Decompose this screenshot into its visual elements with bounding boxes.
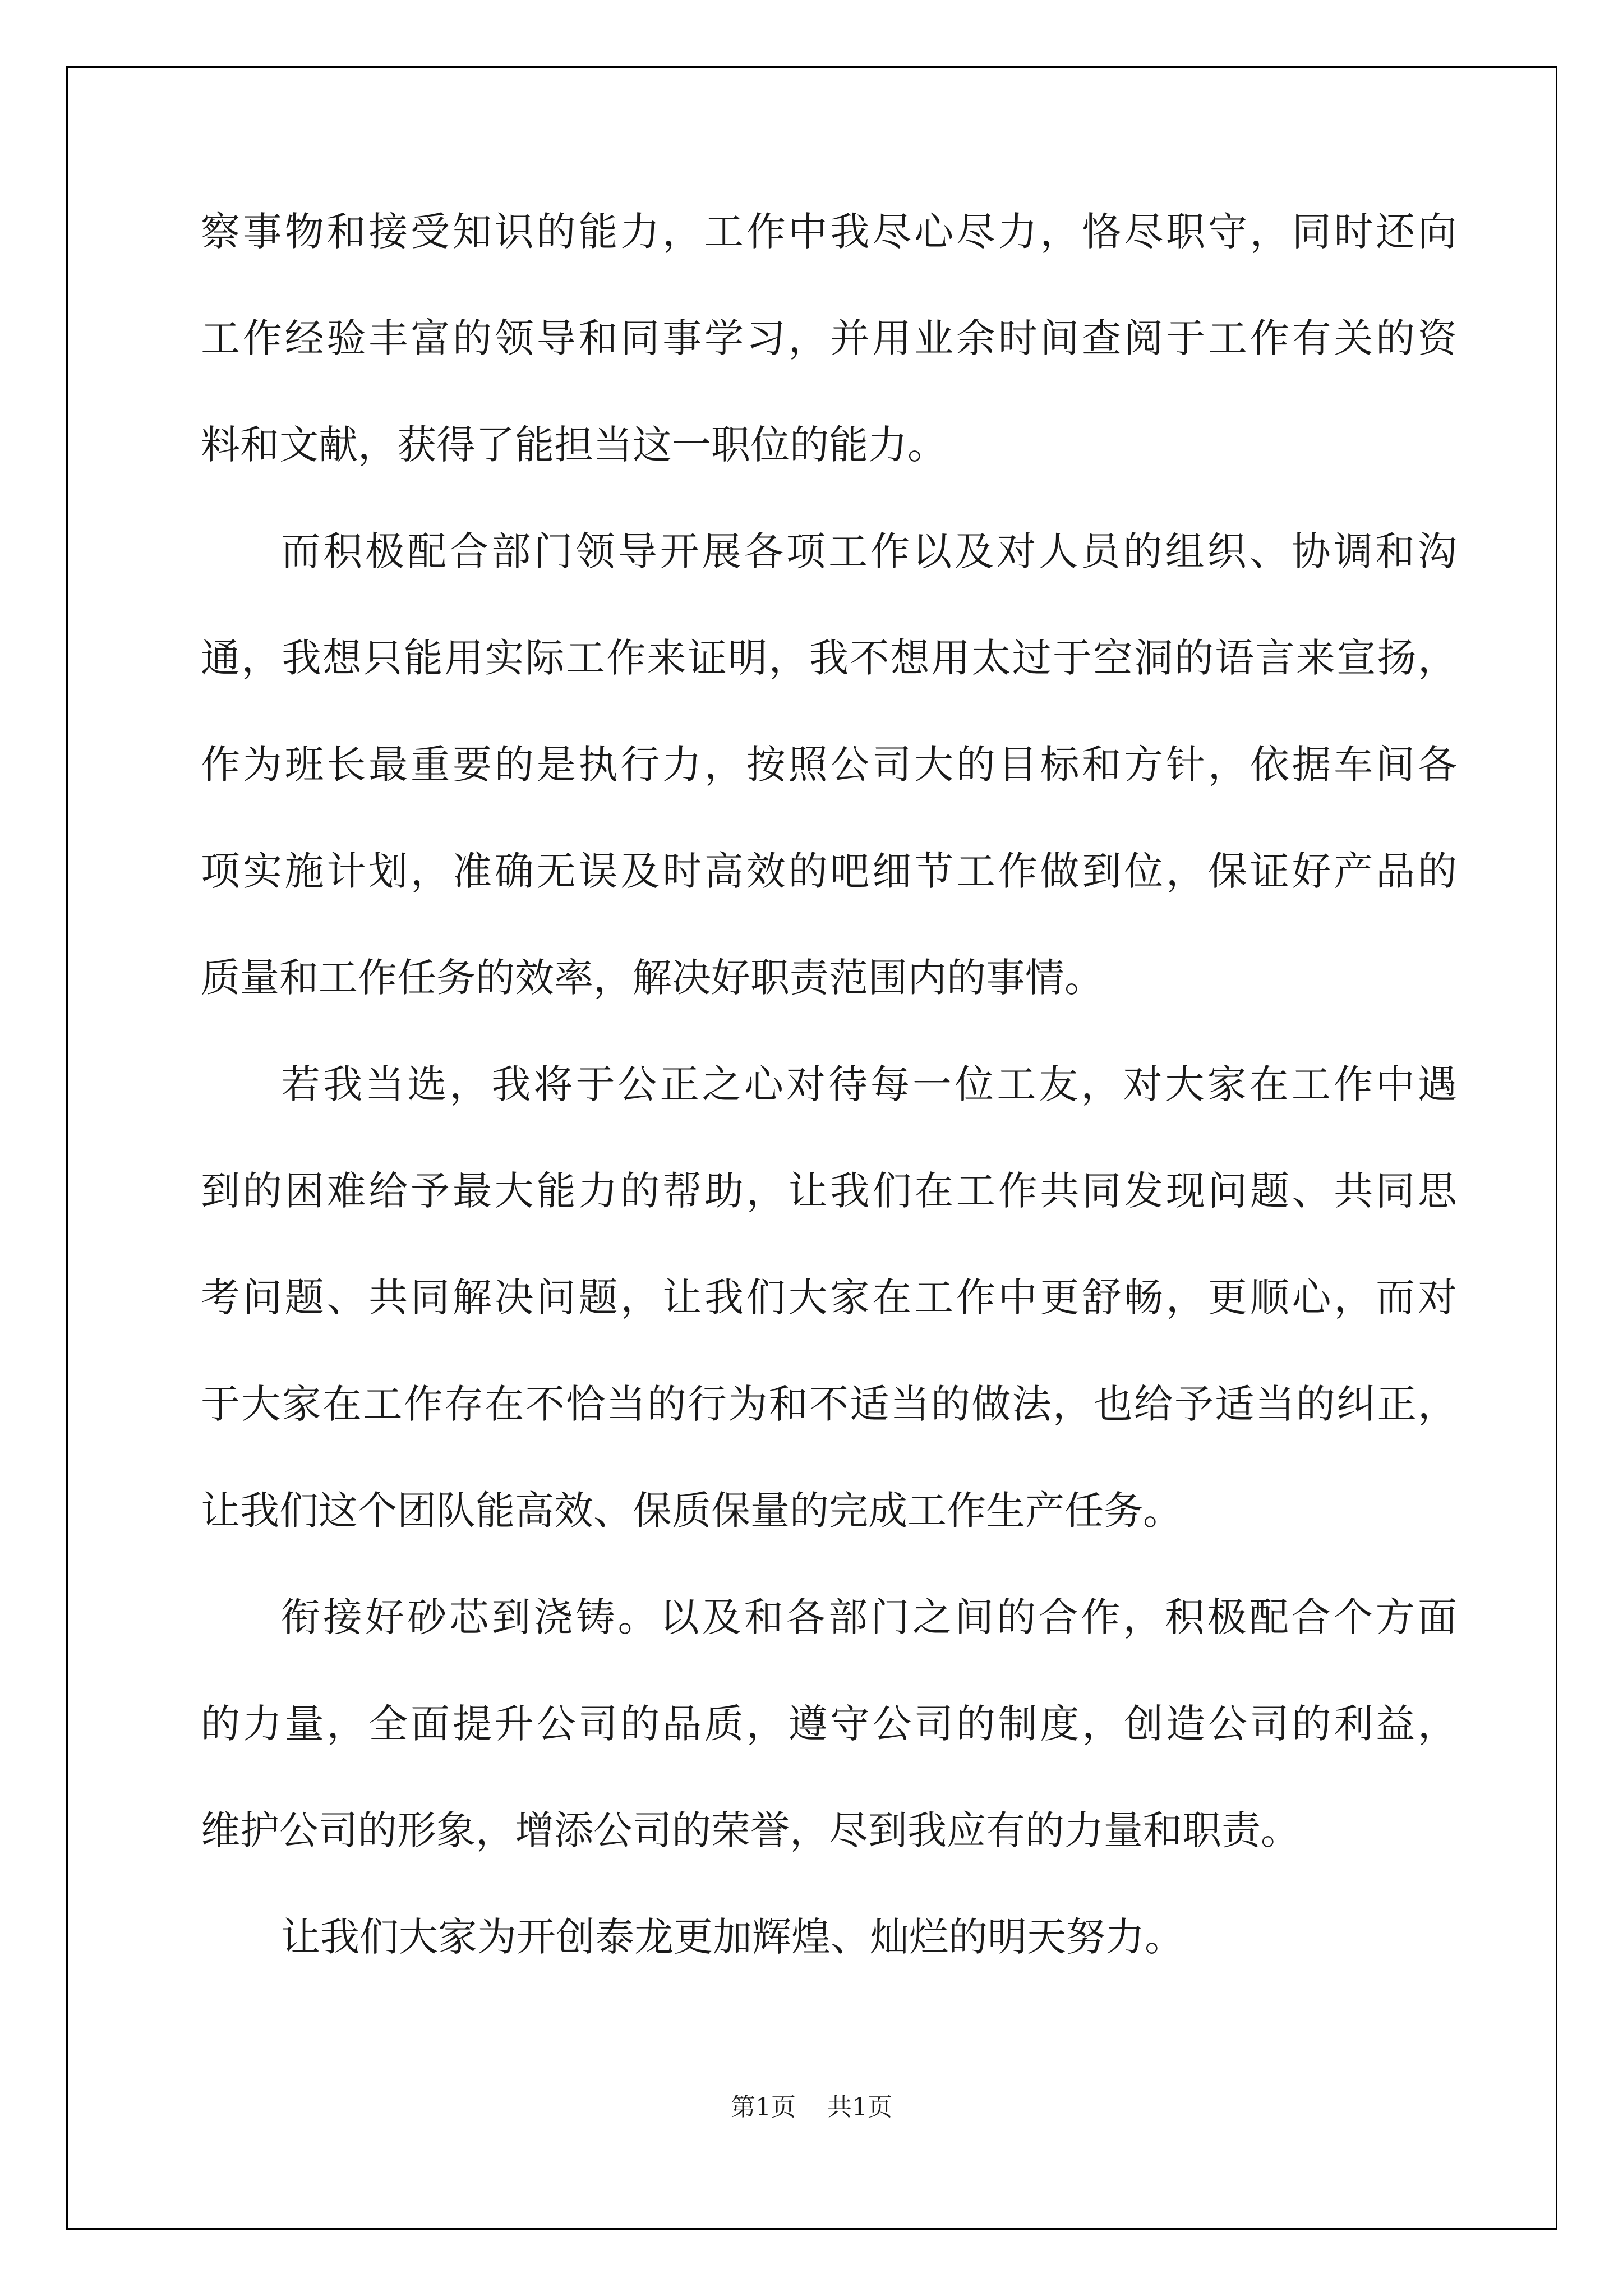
text-line: 的力量，全面提升公司的品质，遵守公司的制度，创造公司的利益， — [201, 1701, 1457, 1747]
text-line: 通，我想只能用实际工作来证明，我不想用太过于空洞的语言来宣扬， — [201, 635, 1457, 681]
text-line: 让我们这个团队能高效、保质保量的完成工作生产任务。 — [201, 1488, 1182, 1534]
paragraph-first-line: 让我们大家为开创泰龙更加辉煌、灿烂的明天努力。 — [281, 1914, 1184, 1960]
text-line: 料和文献，获得了能担当这一职位的能力。 — [201, 422, 947, 468]
page-number: 第1页 — [731, 2093, 796, 2122]
paragraph-first-line: 若我当选，我将于公正之心对待每一位工友，对大家在工作中遇 — [281, 1061, 1457, 1107]
text-line: 工作经验丰富的领导和同事学习，并用业余时间查阅于工作有关的资 — [201, 315, 1457, 361]
paragraph-first-line: 而积极配合部门领导开展各项工作以及对人员的组织、协调和沟 — [281, 528, 1457, 574]
text-line: 作为班长最重要的是执行力，按照公司大的目标和方针，依据车间各 — [201, 742, 1457, 788]
text-line: 项实施计划，准确无误及时高效的吧细节工作做到位，保证好产品的 — [201, 848, 1457, 894]
document-body — [201, 209, 1457, 2024]
text-line: 于大家在工作存在不恰当的行为和不适当的做法，也给予适当的纠正， — [201, 1381, 1457, 1427]
text-line: 质量和工作任务的效率，解决好职责范围内的事情。 — [201, 955, 1104, 1001]
page-footer — [0, 2087, 1623, 2123]
page-total: 共1页 — [827, 2093, 892, 2122]
paragraph-first-line: 衔接好砂芯到浇铸。以及和各部门之间的合作，积极配合个方面 — [281, 1594, 1457, 1640]
text-line: 维护公司的形象，增添公司的荣誉，尽到我应有的力量和职责。 — [201, 1807, 1300, 1853]
text-line: 到的困难给予最大能力的帮助，让我们在工作共同发现问题、共同思 — [201, 1168, 1457, 1214]
text-line: 考问题、共同解决问题，让我们大家在工作中更舒畅，更顺心，而对 — [201, 1274, 1457, 1320]
text-line: 察事物和接受知识的能力，工作中我尽心尽力，恪尽职守，同时还向 — [201, 209, 1457, 255]
